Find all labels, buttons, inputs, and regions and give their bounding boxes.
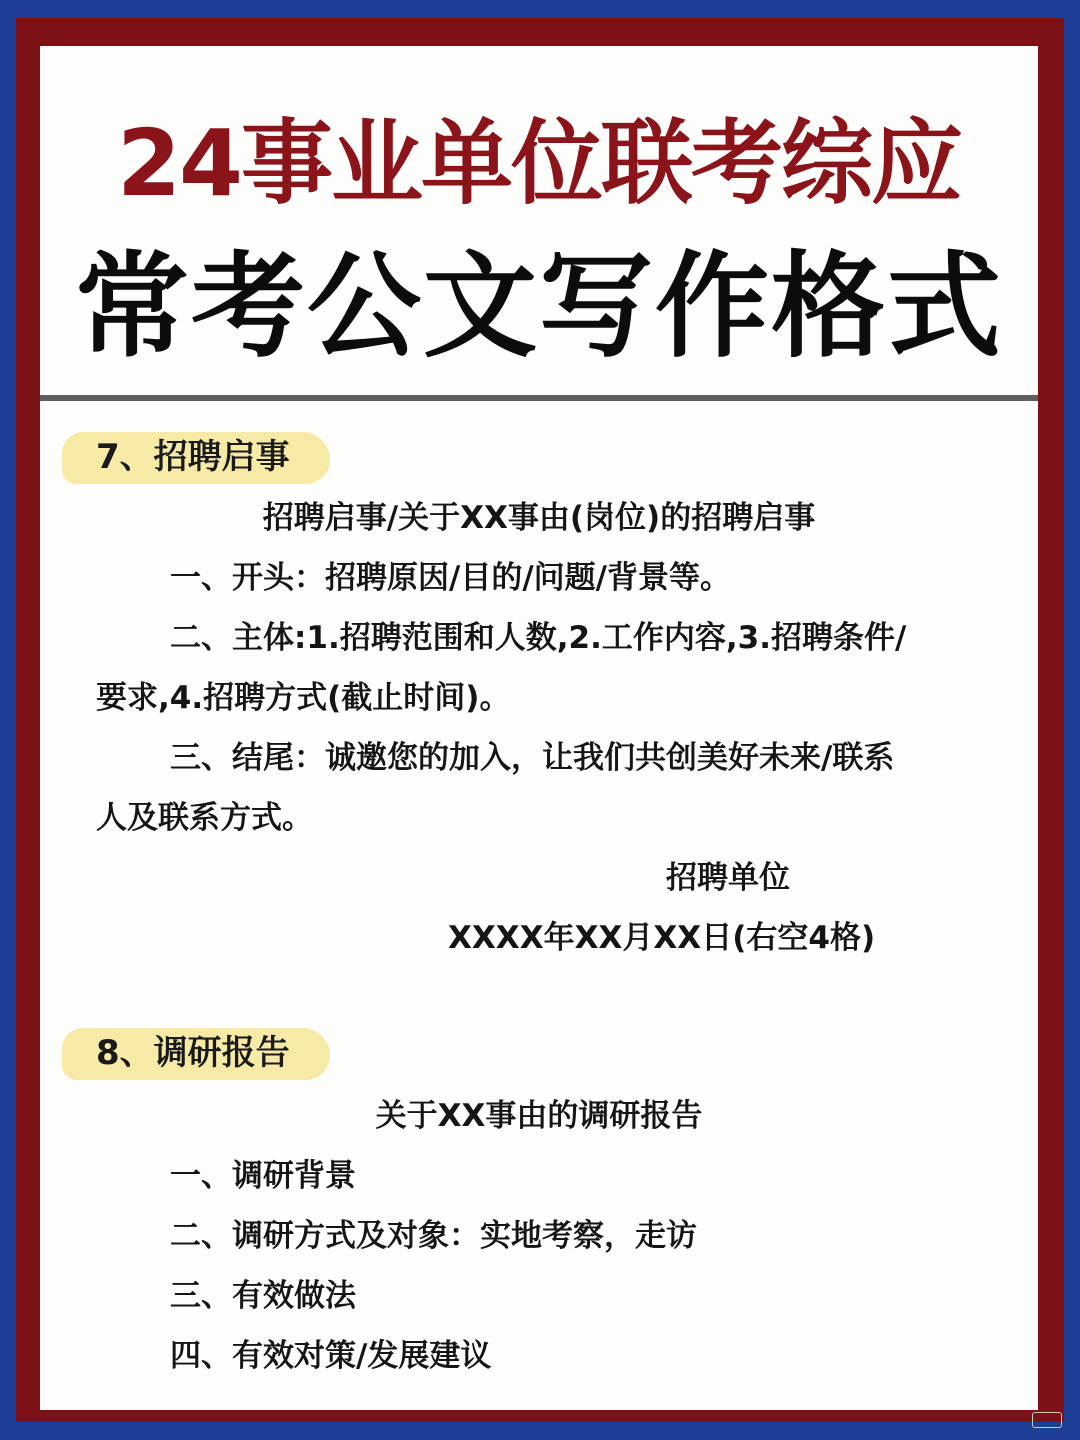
section-7-para-closing-line1: 三、结尾：诚邀您的加入，让我们共创美好未来/联系 [170, 740, 895, 776]
section-7-heading-text: 7、招聘启事 [96, 437, 290, 477]
section-8-doc-title: 关于XX事由的调研报告 [375, 1098, 703, 1134]
section-8-item-2: 二、调研方式及对象：实地考察，走访 [170, 1218, 697, 1254]
section-8-heading-text: 8、调研报告 [96, 1033, 290, 1073]
page-title-line2: 常考公文写作格式 [74, 240, 1003, 373]
page-title-line1: 24事业单位联考综应 [116, 110, 962, 217]
section-8-item-1: 一、调研背景 [170, 1158, 356, 1194]
section-7-para-closing-line2: 人及联系方式。 [96, 800, 313, 836]
section-7-doc-title: 招聘启事/关于XX事由(岗位)的招聘启事 [262, 500, 816, 536]
section-7-signature: 招聘单位 [666, 860, 790, 896]
page-sheet [40, 46, 1038, 1410]
section-7-date: XXXX年XX月XX日(右空4格) [448, 920, 876, 956]
section-8-item-3: 三、有效做法 [170, 1278, 356, 1314]
section-7-para-body-line1: 二、主体:1.招聘范围和人数,2.工作内容,3.招聘条件/ [170, 620, 907, 656]
section-8-heading [62, 1022, 330, 1084]
title-divider [40, 395, 1038, 401]
section-7-heading [62, 426, 330, 488]
section-7-para-opening: 一、开头：招聘原因/目的/问题/背景等。 [170, 560, 731, 596]
section-7-para-body-line2: 要求,4.招聘方式(截止时间)。 [96, 680, 511, 716]
watermark-logo [1032, 1412, 1062, 1428]
section-8-item-4: 四、有效对策/发展建议 [170, 1338, 492, 1374]
